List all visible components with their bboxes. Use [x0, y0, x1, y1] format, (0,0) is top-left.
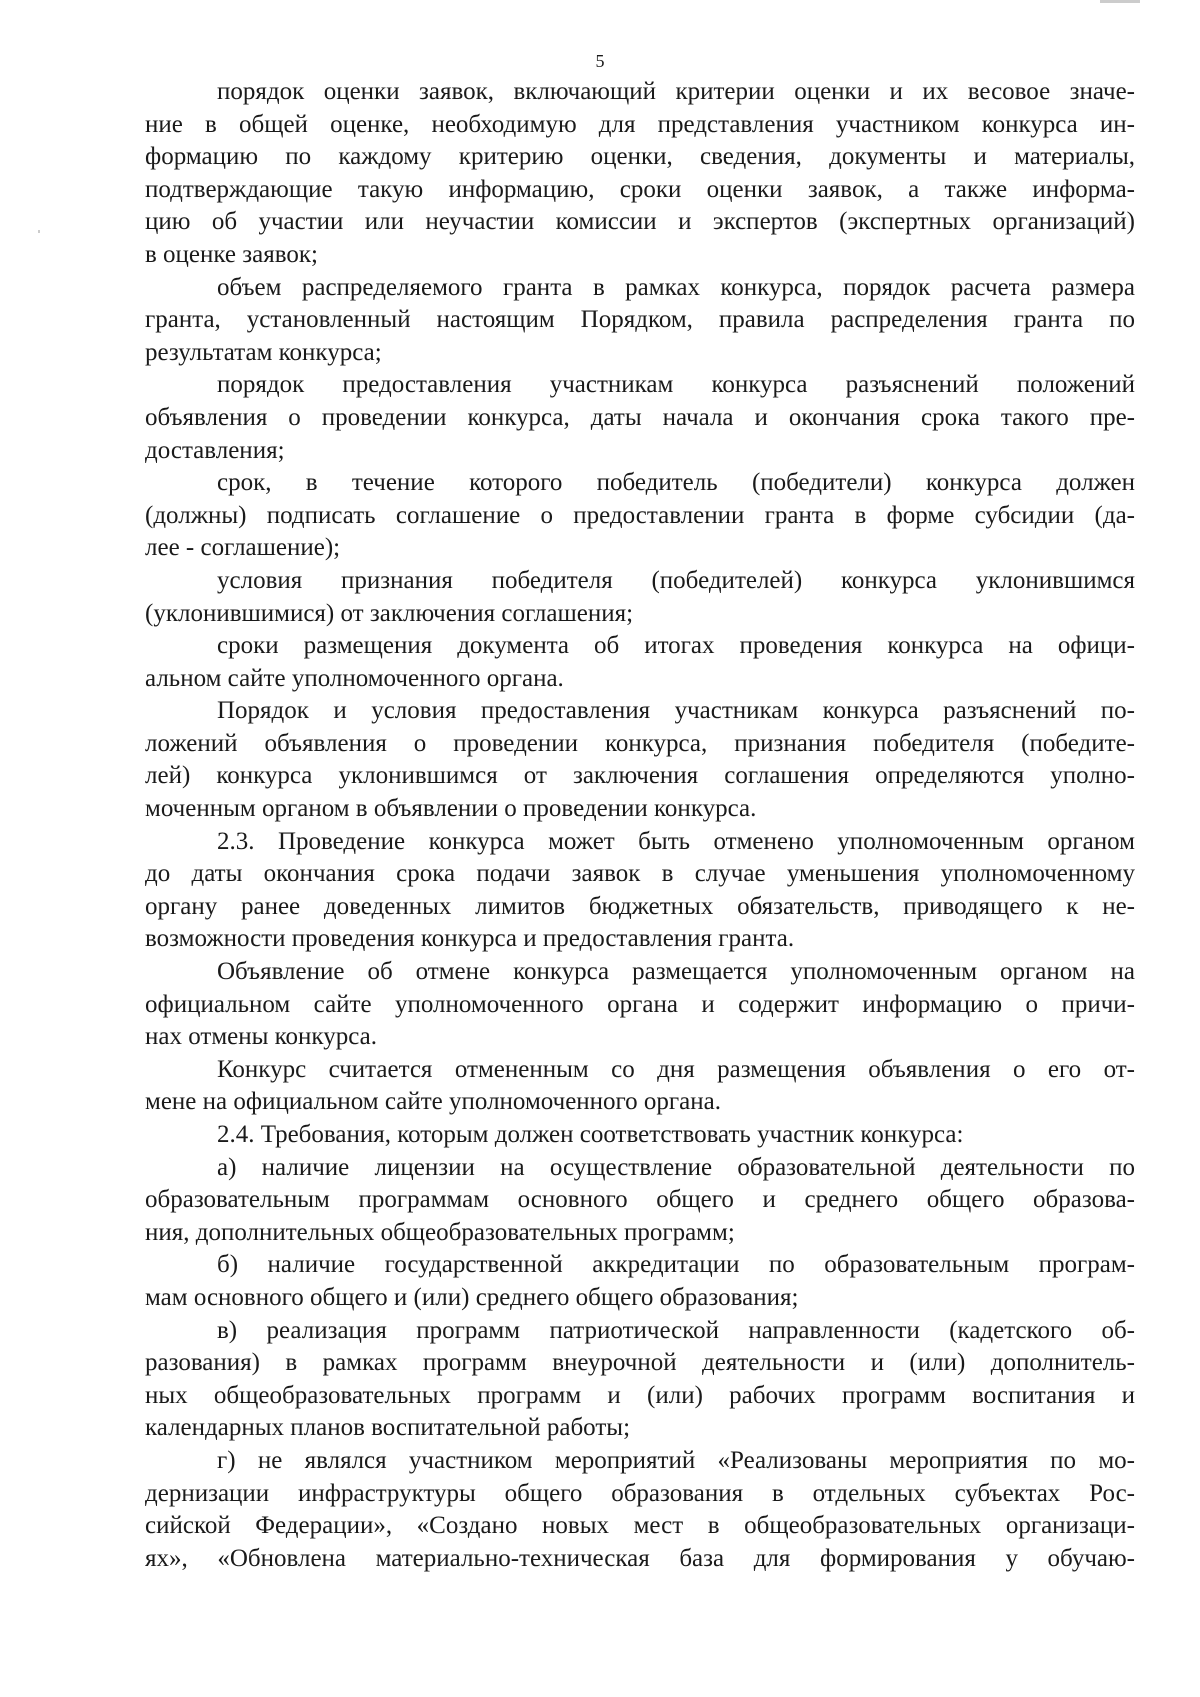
text-line: возможности проведения конкурса и предоставления гранта. — [145, 925, 795, 953]
paragraph — [145, 1054, 1135, 1119]
text-line: (должны) подписать соглашение о предоставлении гранта в форме субсидии (да- — [145, 501, 1135, 529]
paragraph — [145, 565, 1135, 630]
text-line: нах отмены конкурса. — [145, 1023, 377, 1051]
text-line: 2.4. Требования, которым должен соответствовать участник конкурса: — [217, 1121, 964, 1148]
text-line: порядок предоставления участникам конкурса разъяснений положений — [217, 371, 1135, 399]
text-line: результатам конкурса; — [145, 338, 382, 366]
text-line: сроки размещения документа об итогах проведения конкурса на офици- — [217, 632, 1135, 660]
text-line: порядок оценки заявок, включающий критерии оценки и их весовое значе- — [217, 78, 1135, 105]
text-line: (уклонившимися) от заключения соглашения; — [145, 599, 634, 627]
text-line: гранта, установленный настоящим Порядком, правила распределения гранта по — [145, 306, 1135, 334]
paragraph — [145, 1445, 1135, 1575]
text-line: альном сайте уполномоченного органа. — [145, 664, 564, 692]
text-line: а) наличие лицензии на осуществление образовательной деятельности по — [217, 1153, 1135, 1181]
text-line: условия признания победителя (победителей) конкурса уклонившимся — [217, 566, 1135, 594]
text-line: лей) конкурса уклонившимся от заключения соглашения определяются уполно- — [145, 762, 1135, 790]
text-line: ния, дополнительных общеобразовательных программ; — [145, 1218, 735, 1246]
text-line: Объявление об отмене конкурса размещается уполномоченным органом на — [217, 958, 1135, 986]
text-line: разования) в рамках программ внеурочной деятельности и (или) дополнитель- — [145, 1349, 1135, 1377]
text-line: до даты окончания срока подачи заявок в случае уменьшения уполномоченному — [145, 860, 1135, 888]
text-line: Порядок и условия предоставления участникам конкурса разъяснений по- — [217, 697, 1135, 725]
text-line: в оценке заявок; — [145, 240, 318, 268]
paragraph — [145, 826, 1135, 956]
text-line: ние в общей оценке, необходимую для представления участником конкурса ин- — [145, 110, 1135, 138]
paragraph — [145, 76, 1135, 272]
text-line: г) не являлся участником мероприятий «Реализованы мероприятия по мо- — [217, 1446, 1135, 1474]
text-line: ях», «Обновлена материально-техническая база для формирования у обучаю- — [145, 1544, 1135, 1572]
text-line: подтверждающие такую информацию, сроки оценки заявок, а также информа- — [145, 175, 1135, 203]
text-line: формацию по каждому критерию оценки, сведения, документы и материалы, — [145, 143, 1135, 171]
scan-artifact — [38, 230, 40, 233]
paragraph — [145, 956, 1135, 1054]
text-line: дернизации инфраструктуры общего образования в отдельных субъектах Рос- — [145, 1479, 1135, 1507]
text-line: в) реализация программ патриотической направленности (кадетского об- — [217, 1316, 1135, 1344]
paragraph — [145, 467, 1135, 565]
page-number: 5 — [595, 51, 605, 71]
paragraph — [145, 369, 1135, 467]
paragraph — [145, 1249, 1135, 1314]
text-line: мам основного общего и (или) среднего общего образования; — [145, 1283, 799, 1311]
text-line: Конкурс считается отмененным со дня размещения объявления о его от- — [217, 1055, 1135, 1083]
text-line: объем распределяемого гранта в рамках конкурса, порядок расчета размера — [217, 273, 1135, 301]
text-line: мене на официальном сайте уполномоченного органа. — [145, 1088, 722, 1116]
text-line: моченным органом в объявлении о проведении конкурса. — [145, 795, 757, 823]
paragraph — [145, 272, 1135, 370]
text-line: официальном сайте уполномоченного органа и содержит информацию о причи- — [145, 990, 1135, 1018]
text-line: календарных планов воспитательной работы; — [145, 1414, 631, 1442]
text-line: лее - соглашение); — [145, 534, 341, 562]
text-line: образовательным программам основного общего и среднего общего образова- — [145, 1186, 1135, 1214]
document-body — [145, 76, 1135, 1575]
text-line: ложений объявления о проведении конкурса, признания победителя (победите- — [145, 729, 1135, 757]
paragraph — [145, 1315, 1135, 1445]
text-line: органу ранее доведенных лимитов бюджетных обязательств, приводящего к не- — [145, 892, 1135, 920]
text-line: сийской Федерации», «Создано новых мест в общеобразовательных организаци- — [145, 1512, 1135, 1540]
text-line: 2.3. Проведение конкурса может быть отменено уполномоченным органом — [217, 827, 1135, 855]
paragraph — [145, 1119, 1135, 1152]
scan-artifact — [1100, 0, 1140, 3]
text-line: объявления о проведении конкурса, даты начала и окончания срока такого пре- — [145, 403, 1135, 431]
text-line: срок, в течение которого победитель (победители) конкурса должен — [217, 469, 1135, 497]
text-line: ных общеобразовательных программ и (или) рабочих программ воспитания и — [145, 1381, 1135, 1409]
paragraph — [145, 695, 1135, 825]
paragraph — [145, 630, 1135, 695]
text-line: доставления; — [145, 436, 285, 464]
text-line: б) наличие государственной аккредитации по образовательным програм- — [217, 1251, 1135, 1279]
paragraph — [145, 1152, 1135, 1250]
text-line: цию об участии или неучастии комиссии и экспертов (экспертных организаций) — [145, 208, 1135, 236]
